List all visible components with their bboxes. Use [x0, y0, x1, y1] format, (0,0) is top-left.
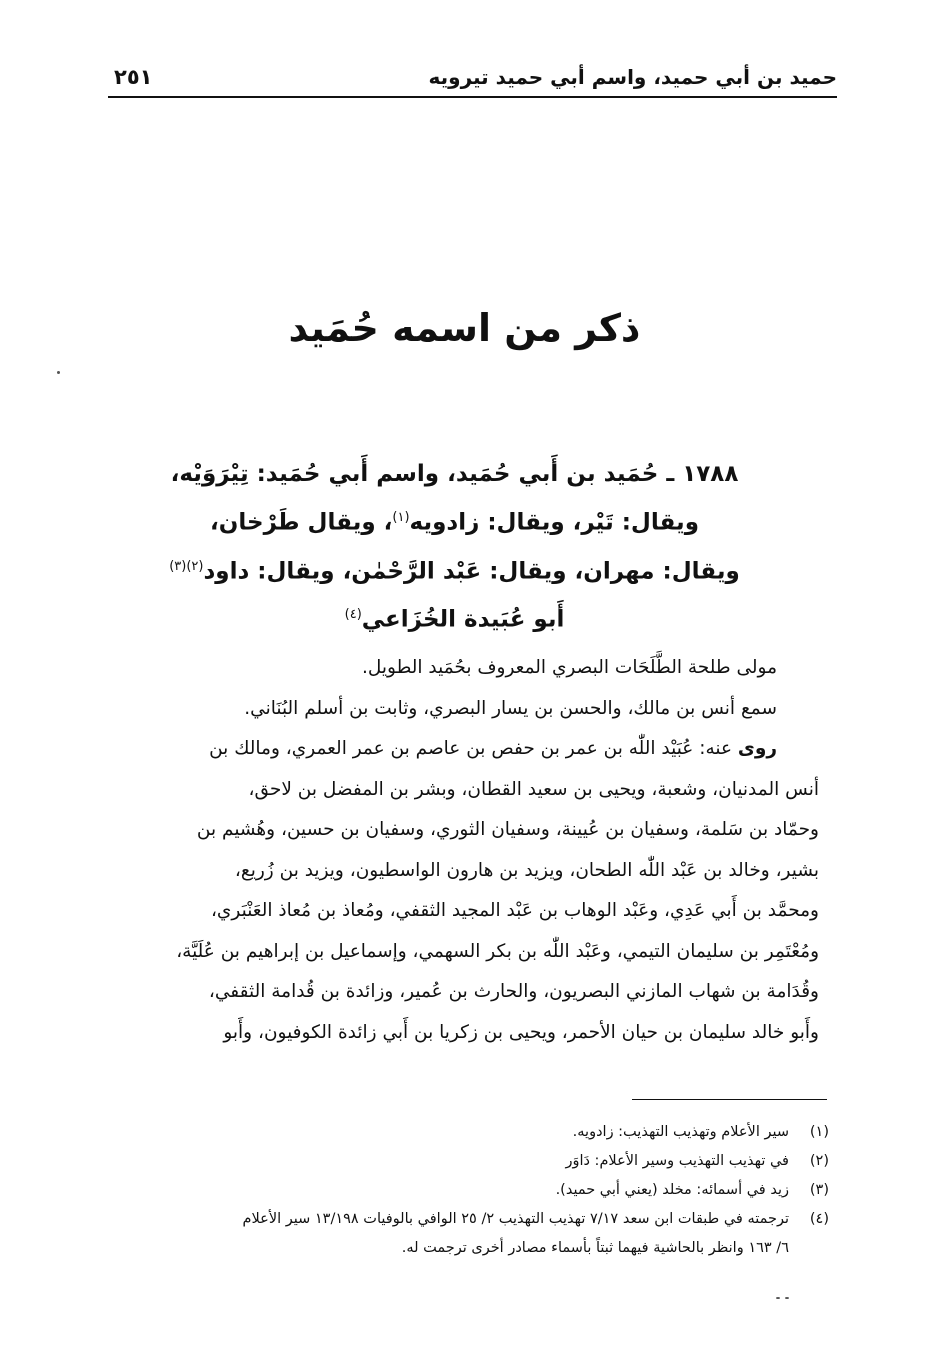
- running-header: [108, 62, 837, 98]
- footnote-ref-2-3: (٢)(٣): [169, 558, 204, 574]
- scan-speck: [57, 371, 60, 374]
- entry-heading-line-1-text: ١٧٨٨ ـ حُمَيد بن أَبي حُمَيد، واسم أَبي حُمَيد: تِيْرَوَيْه،: [170, 461, 739, 487]
- footnote-4: [108, 1205, 829, 1234]
- footnotes: [108, 1118, 829, 1263]
- footnote-4-text: ترجمته في طبقات ابن سعد ٧/١٧ تهذيب التهذيب ٢/ ٢٥ الوافي بالوفيات ١٣/١٩٨ سير الأعلام: [242, 1211, 789, 1227]
- footnote-1-text: سير الأعلام وتهذيب التهذيب: زادويه.: [572, 1124, 789, 1140]
- scan-speck: [785, 1297, 789, 1299]
- entry-heading-line-2a: ويقال: تَيْر، ويقال: زادويه: [409, 509, 699, 536]
- entry-heading-line-2: [120, 496, 789, 545]
- footnote-2: [108, 1147, 829, 1176]
- footnote-3-number: (٣): [809, 1182, 829, 1198]
- narrated-lead-word: روى: [737, 738, 777, 759]
- body-text: [108, 648, 819, 1053]
- paragraph-narrators-line-3: وحمّاد بن سَلمة، وسفيان بن عُيينة، وسفيان الثوري، وسفيان بن حسين، وهُشيم بن: [196, 819, 819, 840]
- narrators-line-1-text: عنه: عُبَيْد اللّٰه بن عمر بن حفص بن عاصم بن عمر العمري، ومالك بن: [209, 738, 732, 759]
- footnote-2-number: (٢): [809, 1153, 829, 1169]
- paragraph-narrators-line-5: ومحمَّد بن أَبي عَدِي، وعَبْد الوهاب بن عَبْد المجيد الثقفي، ومُعاذ بن مُعاذ العَنْبَري،: [210, 900, 819, 921]
- chapter-title: ذكر من اسمه حُمَيد: [288, 306, 641, 350]
- entry-heading-line-4: [120, 593, 789, 642]
- entry-heading-line-3: [120, 545, 789, 594]
- footnote-ref-4: (٤): [344, 607, 362, 623]
- footnote-4-continuation: ٦/ ١٦٣ وانظر بالحاشية فيهما ثبتاً بأسماء مصادر أخرى ترجمت له.: [401, 1240, 789, 1256]
- footnote-3-text: زيد في أسمائه: مخلد (يعني أبي حميد).: [555, 1182, 789, 1198]
- footnote-1: [108, 1118, 829, 1147]
- running-title: حميد بن أبي حميد، واسم أبي حميد تيرويه: [428, 65, 837, 89]
- paragraph-narrators-line-8: وأَبو خالد سليمان بن حيان الأحمر، ويحيى بن زكريا بن أَبي زائدة الكوفيون، وأَبو: [223, 1021, 819, 1043]
- footnote-4-number: (٤): [809, 1211, 829, 1227]
- paragraph-narrators-line-1: [108, 729, 819, 770]
- paragraph-narrators-line-2: أنس المدنيان، وشعبة، ويحيى بن سعيد القطان، وبشر بن المفضل بن لاحق،: [248, 778, 819, 800]
- footnote-1-number: (١): [809, 1124, 829, 1140]
- footnote-ref-1: (١): [392, 510, 410, 525]
- entry-heading-line-1: [120, 452, 789, 496]
- paragraph-clientage: مولى طلحة الطَّلَحَات البصري المعروف بحُمَيد الطويل.: [361, 657, 777, 678]
- footnote-3: [108, 1176, 829, 1205]
- footnote-2-text: في تهذيب التهذيب وسير الأعلام: دَاوَر: [565, 1153, 789, 1169]
- paragraph-narrators-line-6: ومُعْتَمِر بن سليمان التيمي، وعَبْد اللّٰه بن بكر السهمي، وإسماعيل بن إبراهيم بن عُلَيَّة،: [176, 940, 819, 962]
- footnote-divider: [632, 1099, 827, 1100]
- entry-heading: [120, 452, 789, 642]
- scan-speck: [776, 1297, 780, 1299]
- paragraph-narrators-line-4: بشير، وخالد بن عَبْد اللّٰه الطحان، ويزيد بن هارون الواسطيون، ويزيد بن زُريع،: [234, 859, 819, 881]
- paragraph-narrators-line-7: وقُدَامة بن شهاب المازني البصريون، والحارث بن عُمير، وزائدة بن قُدامة الثقفي،: [208, 981, 819, 1002]
- entry-heading-line-3a: ويقال: مهران، ويقال: عَبْد الرَّحْمٰن، ويقال: داود: [203, 558, 740, 585]
- entry-heading-line-4a: أَبو عُبَيدة الخُزَاعي: [361, 606, 565, 633]
- entry-heading-line-2b: ، ويقال طَرْخان،: [210, 509, 393, 536]
- page-number: ٢٥١: [114, 65, 153, 89]
- paragraph-heard-from: سمع أنس بن مالك، والحسن بن يسار البصري، وثابت بن أسلم البُنَاني.: [244, 697, 777, 719]
